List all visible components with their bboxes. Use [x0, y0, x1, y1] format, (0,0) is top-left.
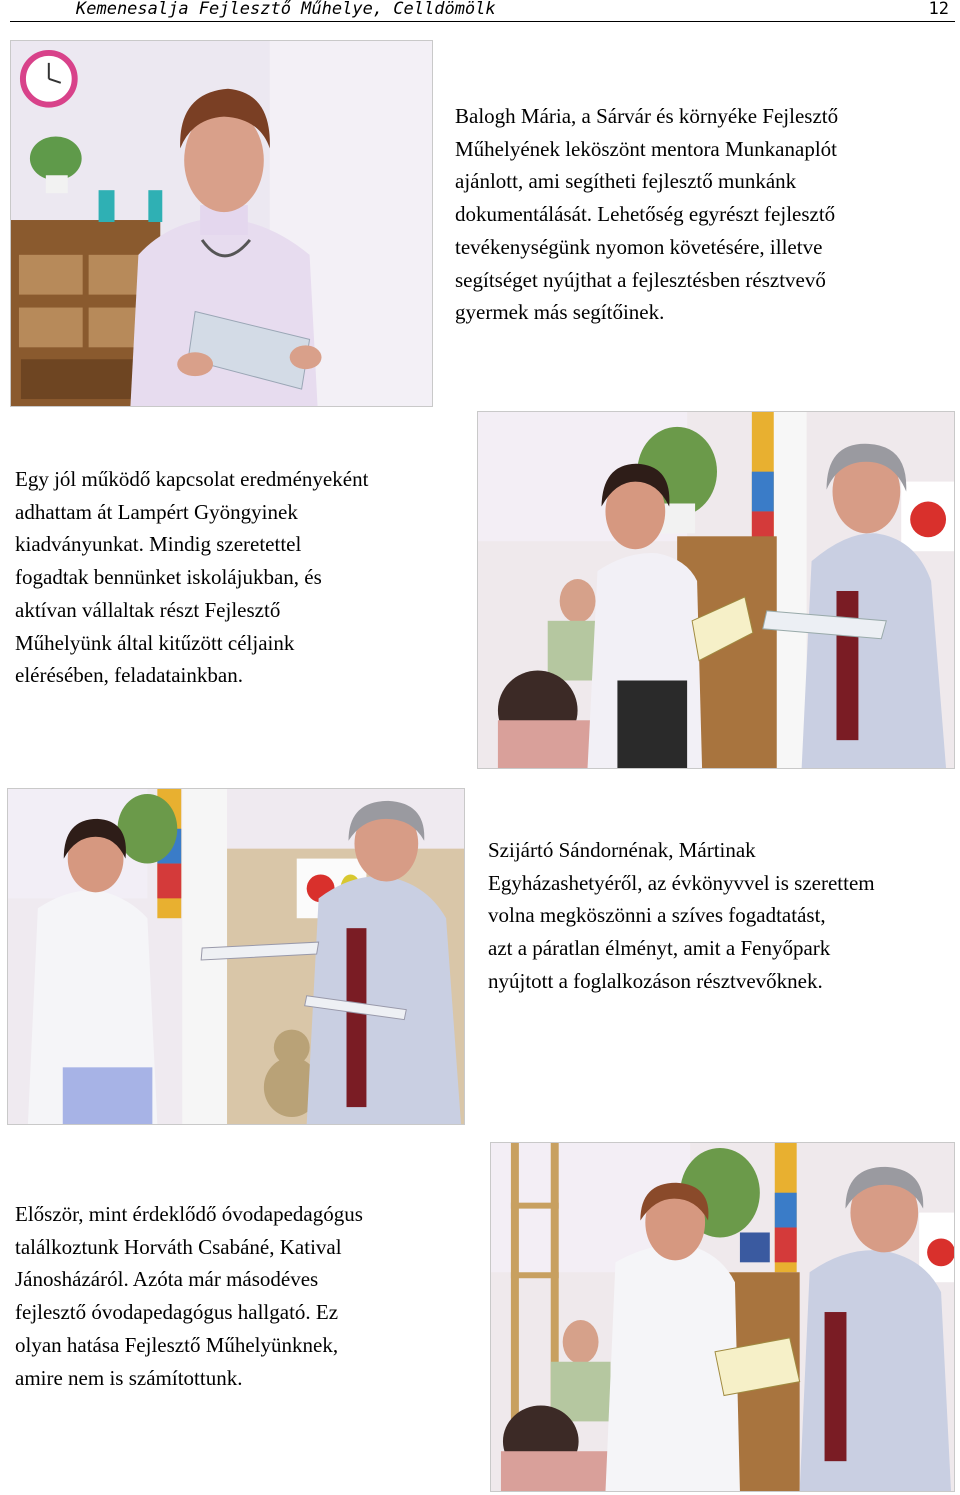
text-line: amire nem is számítottunk.	[15, 1365, 243, 1390]
photo-handover-szijarto	[7, 788, 465, 1125]
text-line: nyújtott a foglalkozáson résztvevőknek.	[488, 968, 823, 993]
text-line: Szijártó Sándornénak, Mártinak	[488, 838, 756, 862]
text-line: fejlesztő óvodapedagógus hallgató. Ez	[15, 1300, 339, 1325]
text-line: azt a páratlan élményt, amit a Fenyőpark	[488, 936, 831, 961]
text-line: Egy jól működő kapcsolat eredményeként	[15, 467, 369, 491]
text-line: ajánlott, ami segítheti fejlesztő munkánk	[455, 169, 797, 194]
text-line: elérésében, feladatainkban.	[15, 663, 243, 688]
text-line: Jánosházáról. Azóta már másodéves	[15, 1267, 319, 1292]
photo-mentor-speaking	[10, 40, 433, 407]
text-line: Műhelyünk által kitűzött céljaink	[15, 630, 295, 655]
text-line: Műhelyének leköszönt mentora Munkanaplót	[455, 136, 837, 161]
page-number: 12	[928, 0, 949, 19]
paragraph-lampert	[15, 463, 440, 692]
text-line: volna megköszönni a szíves fogadtatást,	[488, 903, 826, 928]
text-line: olyan hatása Fejlesztő Műhelyünknek,	[15, 1332, 339, 1357]
paragraph-horvath	[15, 1198, 462, 1394]
photo-handover-horvath	[490, 1142, 955, 1492]
paragraph-mentor	[455, 100, 949, 329]
page-header	[10, 0, 955, 22]
paragraph-szijarto	[488, 834, 949, 998]
photo-handover-lampert	[477, 411, 955, 769]
text-line: Balogh Mária, a Sárvár és környéke Fejlesztő	[455, 104, 839, 128]
text-line: segítséget nyújthat a fejlesztésben résztvevő	[455, 267, 826, 292]
header-title: Kemenesalja Fejlesztő Műhelye, Celldömölk	[76, 0, 496, 19]
text-line: találkoztunk Horváth Csabáné, Katival	[15, 1234, 342, 1259]
text-line: Egyházashetyéről, az évkönyvvel is szerettem	[488, 870, 875, 895]
text-line: dokumentálását. Lehetőség egyrészt fejlesztő	[455, 202, 836, 227]
text-line: tevékenységünk nyomon követésére, illetve	[455, 234, 823, 259]
text-line: adhattam át Lampért Gyöngyinek	[15, 499, 298, 524]
text-line: kiadványunkat. Mindig szeretettel	[15, 532, 302, 557]
text-line: aktívan vállaltak részt Fejlesztő	[15, 597, 281, 622]
text-line: Először, mint érdeklődő óvodapedagógus	[15, 1202, 363, 1226]
text-line: fogadtak bennünket iskolájukban, és	[15, 565, 322, 590]
text-line: gyermek más segítőinek.	[455, 300, 665, 325]
